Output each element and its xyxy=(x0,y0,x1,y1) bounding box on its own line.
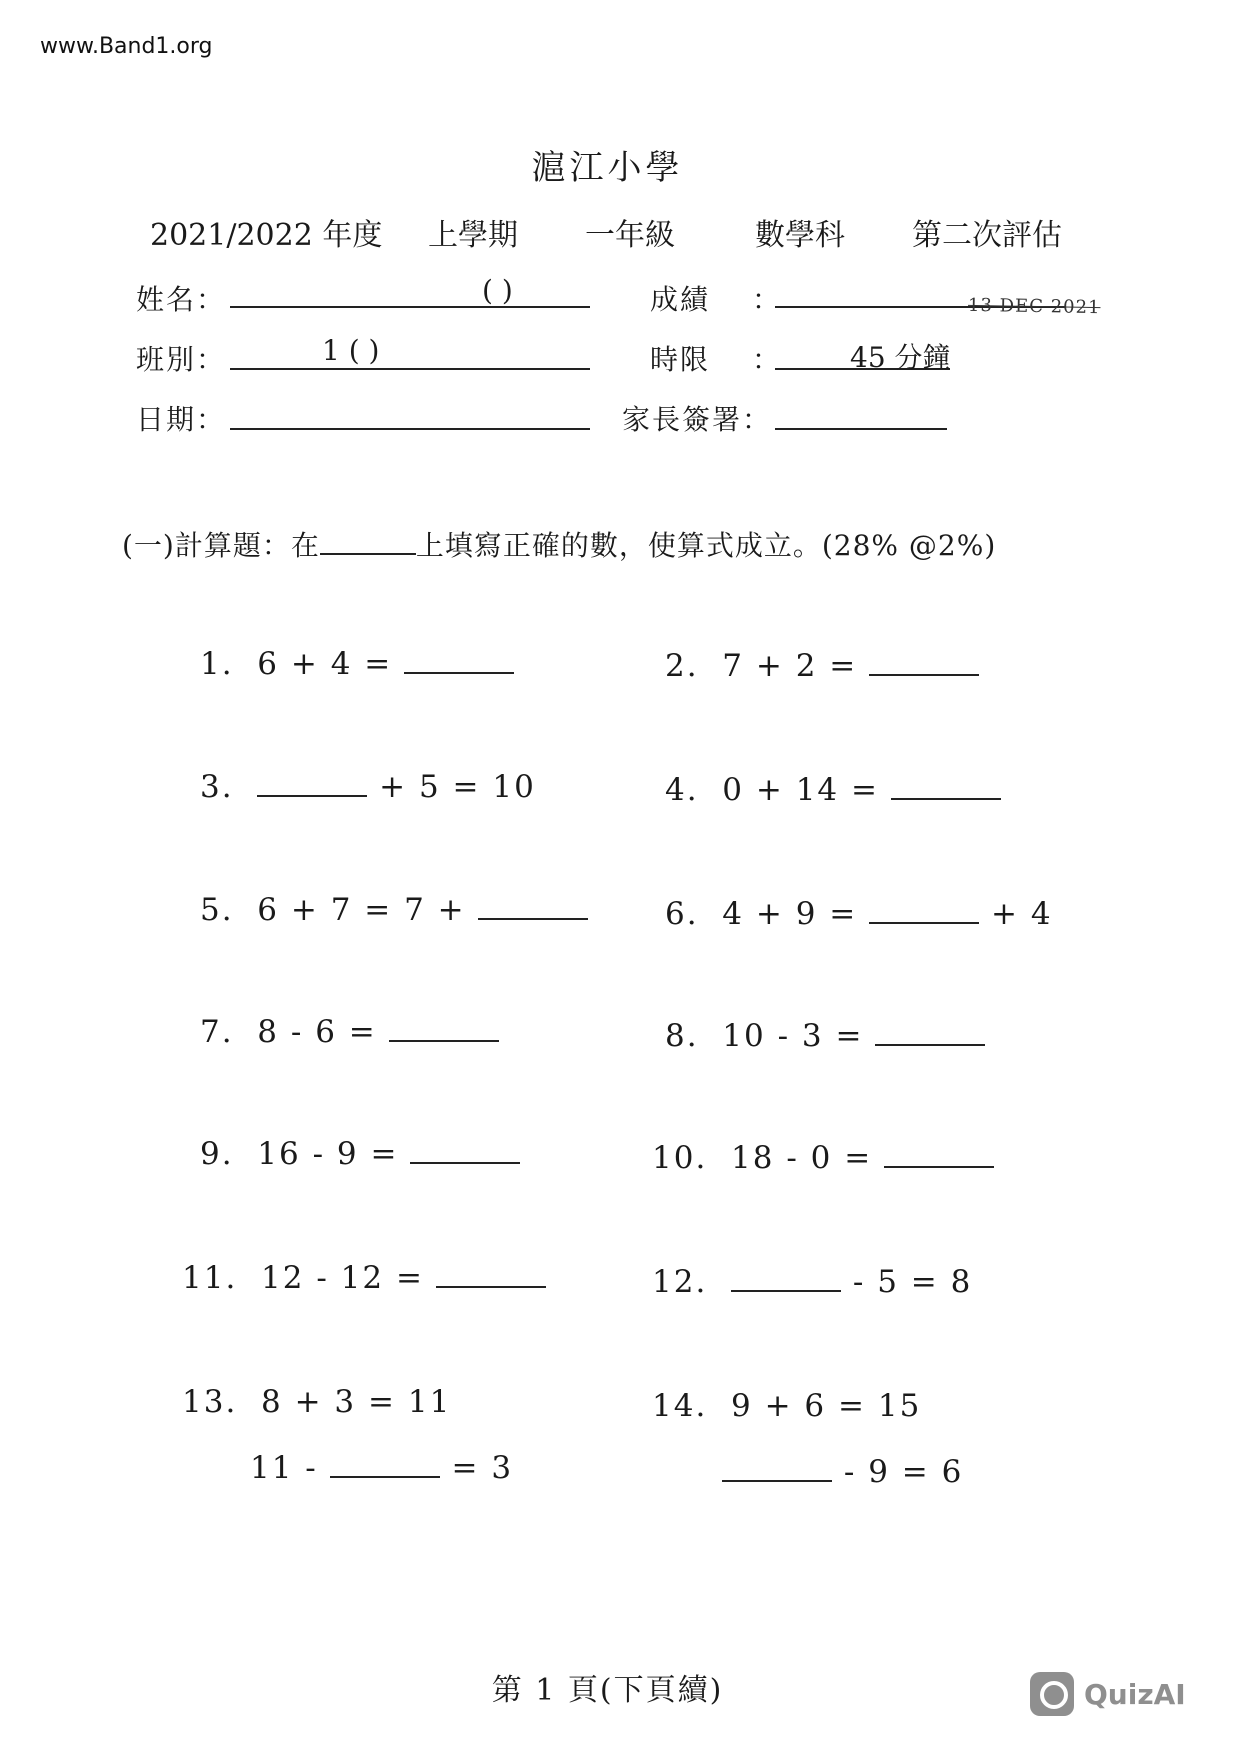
question-expression: 6 + 4 = xyxy=(257,646,393,682)
time-limit-value: 45 分鐘 xyxy=(850,341,951,374)
question-expression: 16 - 9 = xyxy=(257,1136,399,1172)
question-expression: = 3 xyxy=(451,1450,514,1486)
instruction-blank-sample xyxy=(320,531,416,555)
time-colon: ： xyxy=(752,343,783,376)
parent-signature-field[interactable] xyxy=(775,428,947,430)
question-expression: - 5 = 8 xyxy=(852,1264,973,1300)
question-expression: 12 - 12 = xyxy=(261,1260,424,1296)
quizai-logo-text: QuizAI xyxy=(1084,1677,1186,1711)
question-number: 5. xyxy=(200,892,234,928)
question-expression: 8 - 6 = xyxy=(257,1014,377,1050)
question-expression: 0 + 14 = xyxy=(722,772,879,808)
question-expression: 4 + 9 = xyxy=(722,896,858,932)
quizai-logo xyxy=(1030,1672,1186,1716)
question-expression: 10 - 3 = xyxy=(722,1018,864,1054)
class-number-paren: ( ) xyxy=(482,274,513,307)
question-expression: 18 - 0 = xyxy=(731,1140,873,1176)
name-label: 姓名： xyxy=(136,283,227,316)
question-4 xyxy=(665,772,1001,808)
question-number: 2. xyxy=(665,648,699,684)
answer-blank[interactable] xyxy=(436,1260,546,1288)
class-label: 班別： xyxy=(136,343,227,376)
date-label: 日期： xyxy=(136,403,227,436)
quizai-logo-icon xyxy=(1030,1672,1074,1716)
question-9 xyxy=(200,1136,520,1172)
date-field[interactable] xyxy=(230,428,590,430)
question-expression: - 9 = 6 xyxy=(843,1454,964,1490)
answer-blank[interactable] xyxy=(330,1450,440,1478)
question-expression: 9 + 6 = 15 xyxy=(731,1388,922,1424)
site-watermark: www.Band1.org xyxy=(40,34,213,59)
section-instruction xyxy=(122,524,996,564)
term: 上學期 xyxy=(428,218,518,253)
grade: 一年級 xyxy=(585,218,675,253)
question-12 xyxy=(652,1264,972,1300)
answer-blank[interactable] xyxy=(891,772,1001,800)
question-13 xyxy=(182,1384,451,1420)
school-year: 2021/2022 年度 xyxy=(150,218,383,253)
question-number: 7. xyxy=(200,1014,234,1050)
question-13-part-2 xyxy=(250,1450,513,1486)
question-14 xyxy=(652,1388,921,1424)
question-number: 10. xyxy=(652,1140,708,1176)
instruction-pre: (一)計算題：在 xyxy=(122,529,320,562)
answer-blank[interactable] xyxy=(404,646,514,674)
assessment-title: 第二次評估 xyxy=(912,218,1062,253)
class-field[interactable] xyxy=(230,368,590,370)
answer-blank[interactable] xyxy=(389,1014,499,1042)
question-expression: + 4 xyxy=(990,896,1053,932)
question-14-part-2 xyxy=(722,1454,963,1490)
subject: 數學科 xyxy=(755,218,845,253)
name-field[interactable] xyxy=(230,306,590,308)
question-3 xyxy=(200,769,536,805)
question-5 xyxy=(200,892,588,928)
question-number: 3. xyxy=(200,769,234,805)
school-name: 滬江小學 xyxy=(531,148,684,188)
question-7 xyxy=(200,1014,499,1050)
question-11 xyxy=(182,1260,546,1296)
question-number: 13. xyxy=(182,1384,238,1420)
question-number: 8. xyxy=(665,1018,699,1054)
answer-blank[interactable] xyxy=(257,769,367,797)
question-number: 6. xyxy=(665,896,699,932)
question-expression: 7 + 2 = xyxy=(722,648,858,684)
question-10 xyxy=(652,1140,994,1176)
question-expression: 8 + 3 = 11 xyxy=(261,1384,452,1420)
class-value: 1 ( ) xyxy=(322,334,380,367)
score-colon: ： xyxy=(752,283,783,316)
question-1 xyxy=(200,646,514,682)
answer-blank[interactable] xyxy=(410,1136,520,1164)
instruction-post: 上填寫正確的數，使算式成立。(28% @2%) xyxy=(415,529,997,562)
parent-signature-label: 家長簽署： xyxy=(622,403,773,436)
question-6 xyxy=(665,896,1053,932)
question-expression: 6 + 7 = 7 + xyxy=(257,892,466,928)
time-limit-label: 時限 xyxy=(650,343,711,376)
question-2 xyxy=(665,648,979,684)
answer-blank[interactable] xyxy=(884,1140,994,1168)
answer-blank[interactable] xyxy=(869,896,979,924)
page-footer: 第 1 頁(下頁續) xyxy=(491,1673,724,1708)
question-number: 1. xyxy=(200,646,234,682)
question-number: 12. xyxy=(652,1264,708,1300)
question-8 xyxy=(665,1018,985,1054)
question-number: 4. xyxy=(665,772,699,808)
question-number: 11. xyxy=(182,1260,238,1296)
question-number: 14. xyxy=(652,1388,708,1424)
answer-blank[interactable] xyxy=(722,1454,832,1482)
answer-blank[interactable] xyxy=(478,892,588,920)
question-number: 9. xyxy=(200,1136,234,1172)
score-label: 成績 xyxy=(650,283,711,316)
answer-blank[interactable] xyxy=(731,1264,841,1292)
date-stamp: 13 DEC 2021 xyxy=(967,294,1101,319)
answer-blank[interactable] xyxy=(869,648,979,676)
question-expression: 11 - xyxy=(250,1450,318,1486)
answer-blank[interactable] xyxy=(875,1018,985,1046)
question-expression: + 5 = 10 xyxy=(379,769,536,805)
